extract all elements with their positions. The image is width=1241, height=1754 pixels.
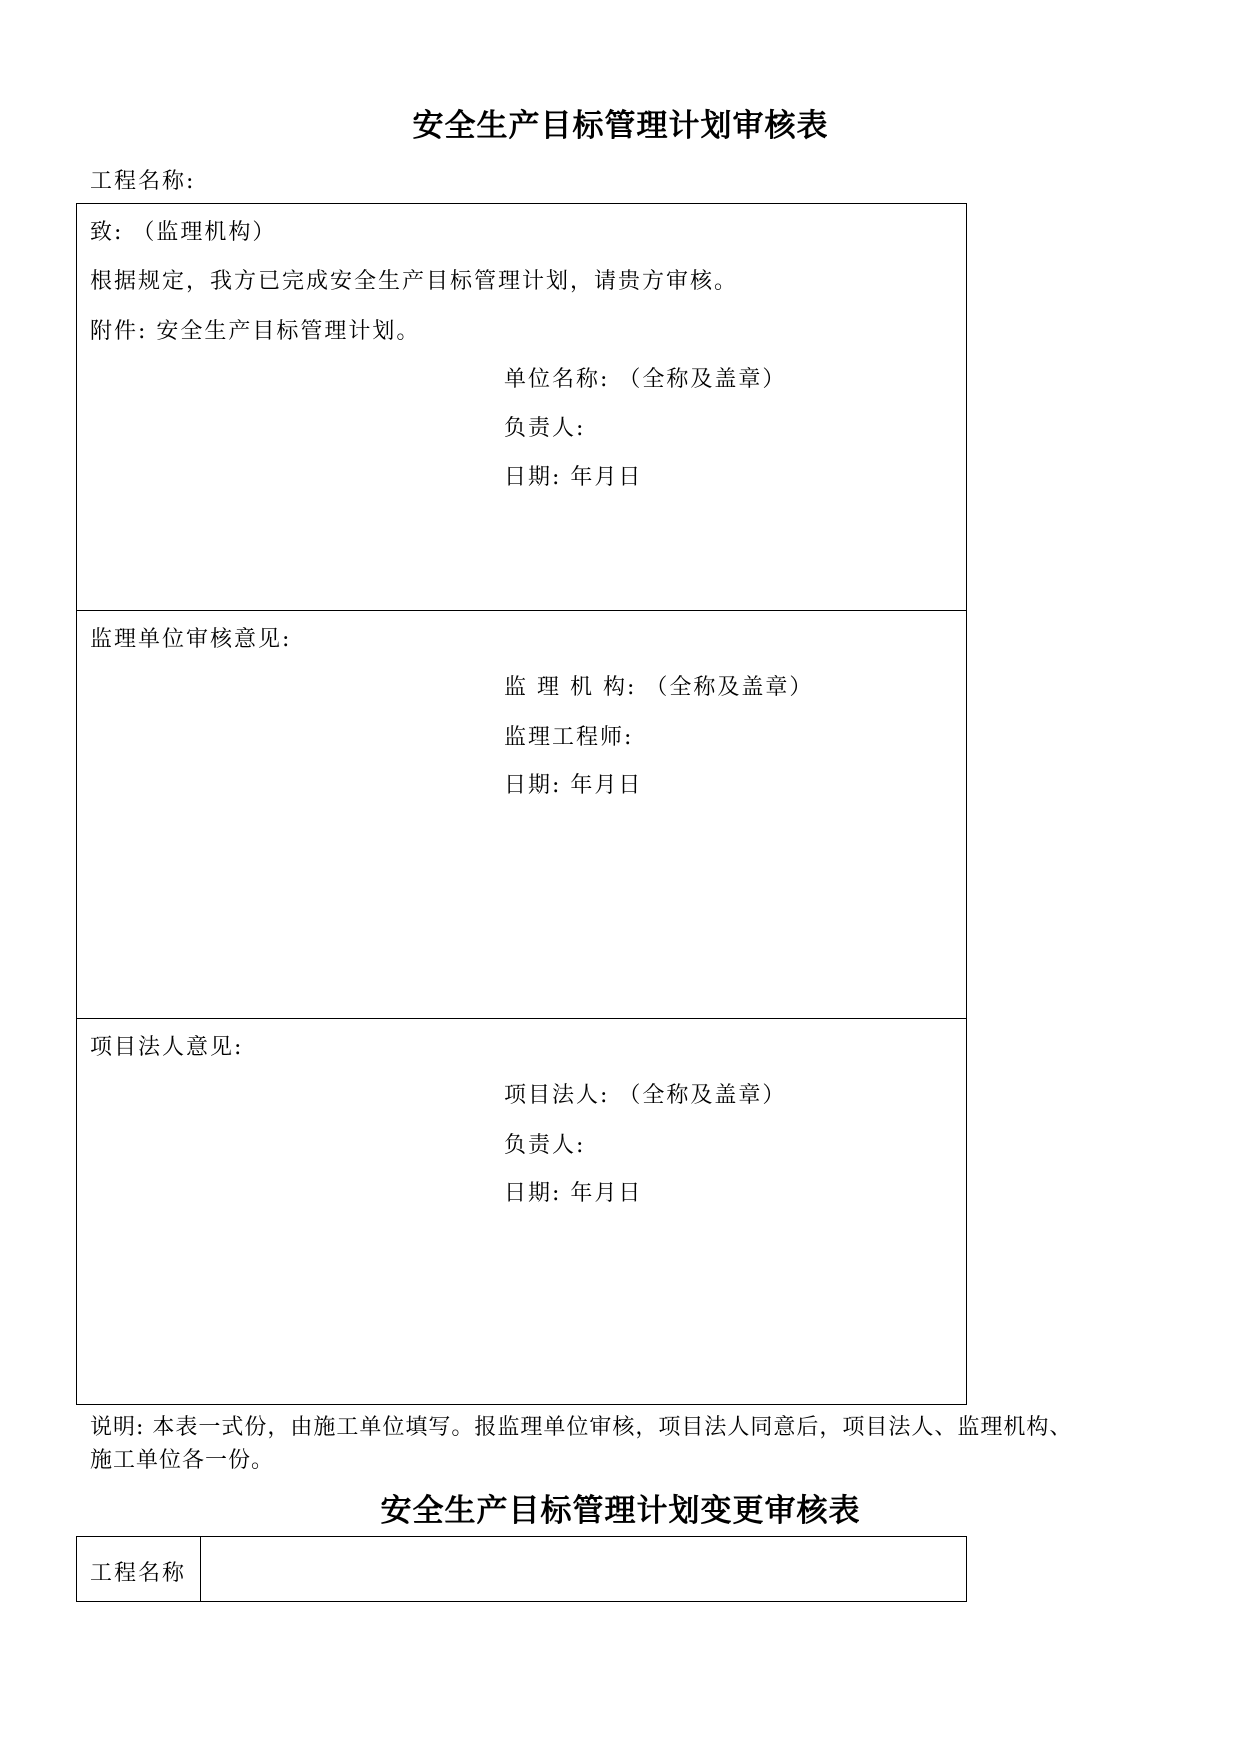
project-name-label: 工程名称: [90,169,196,194]
attachment-line: 附件: 安全生产目标管理计划。 [90,319,421,344]
date-field: 日期: 年月日 [504,1181,643,1206]
section-divider [76,1018,967,1019]
date-field: 日期: 年月日 [504,773,643,798]
form-title: 安全生产目标管理计划审核表 [412,108,829,144]
cell-divider [200,1536,201,1602]
section-divider [76,610,967,611]
change-form-title: 安全生产目标管理计划变更审核表 [380,1493,861,1529]
responsible-person-field: 负责人: [504,416,586,441]
project-name-label: 工程名称 [90,1561,187,1586]
note-line: 施工单位各一份。 [90,1448,275,1473]
owner-opinion-heading: 项目法人意见: [90,1035,244,1060]
change-form-table [76,1536,967,1602]
date-field: 日期: 年月日 [504,465,643,490]
project-owner-field: 项目法人: （全称及盖章） [504,1083,787,1108]
responsible-person-field: 负责人: [504,1133,586,1158]
note-line: 说明: 本表一式份，由施工单位填写。报监理单位审核，项目法人同意后，项目法人、监理机构、 [90,1415,1073,1440]
unit-name-field: 单位名称: （全称及盖章） [504,367,787,392]
supervisor-opinion-heading: 监理单位审核意见: [90,627,292,652]
supervision-org-field: 监 理 机 构: （全称及盖章） [504,675,814,700]
supervision-engineer-field: 监理工程师: [504,725,634,750]
request-body: 根据规定，我方已完成安全生产目标管理计划，请贵方审核。 [90,269,739,294]
addressee-line: 致: （监理机构） [90,220,277,245]
